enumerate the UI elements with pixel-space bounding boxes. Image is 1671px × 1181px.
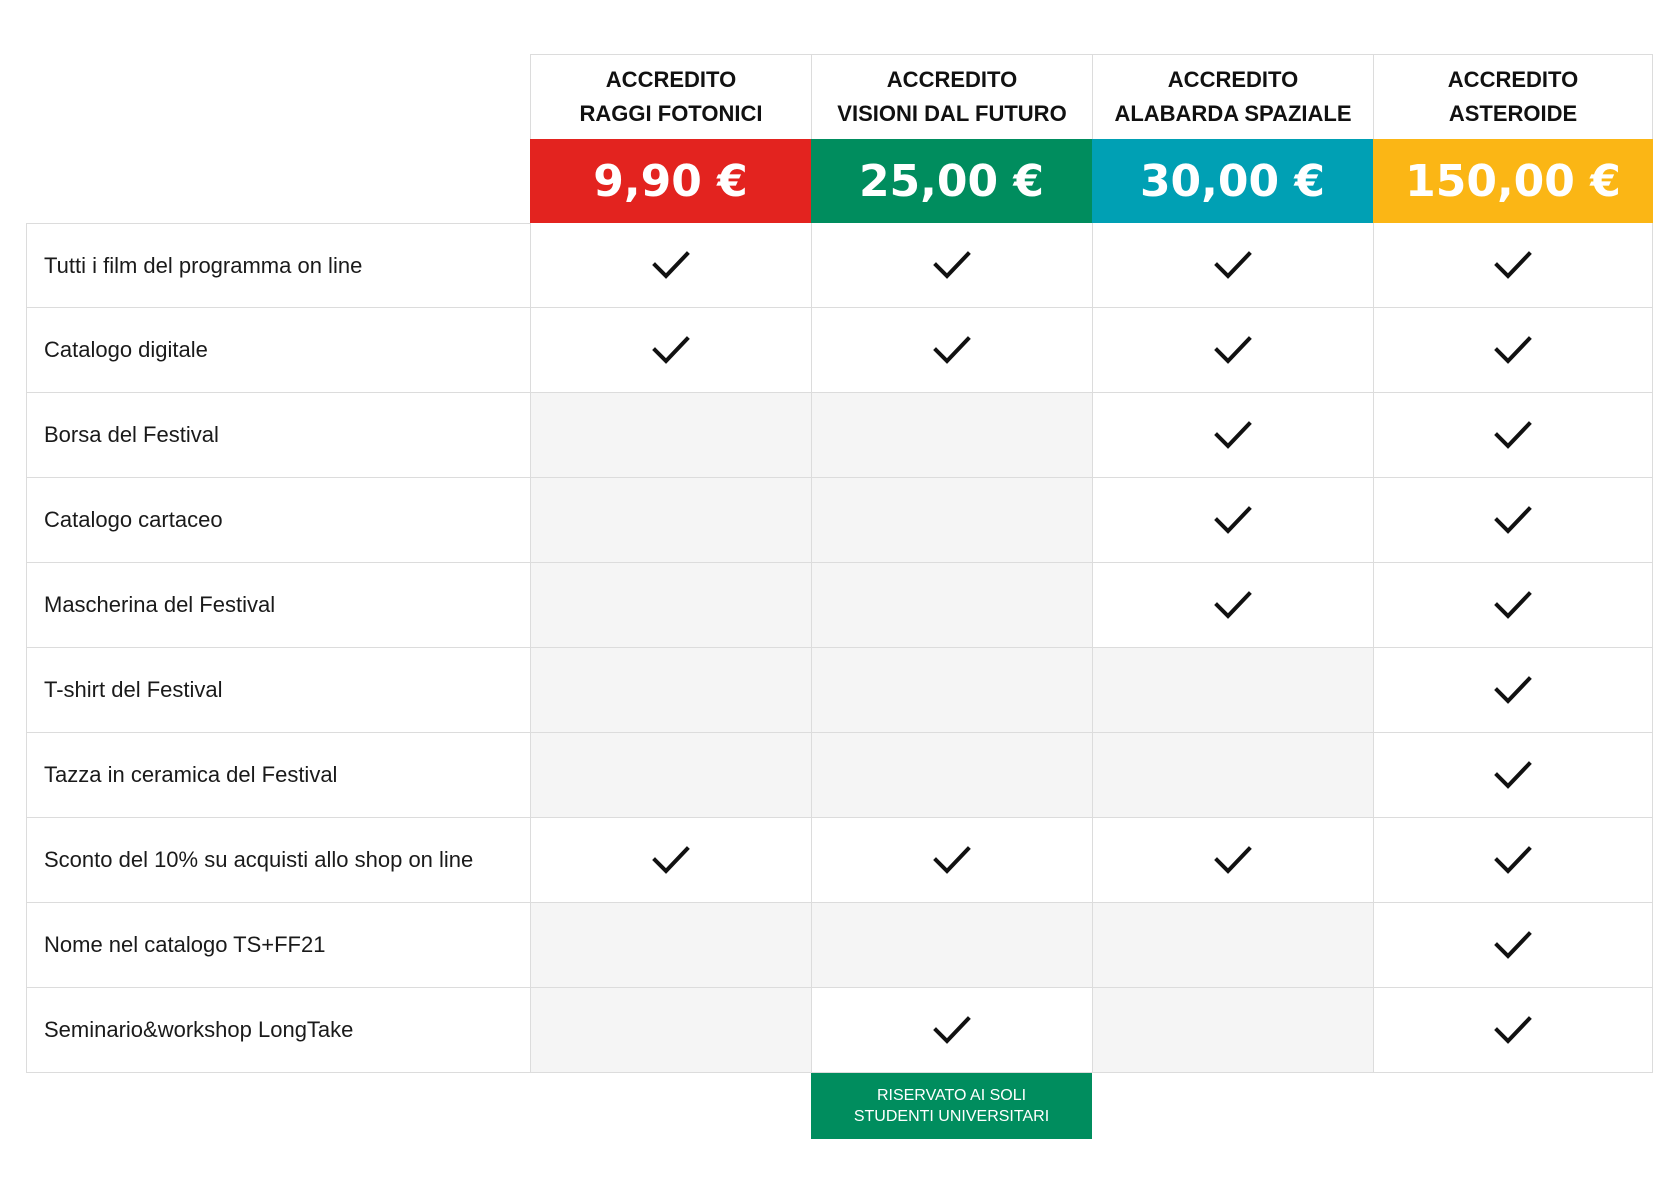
feature-cell-included xyxy=(530,818,811,903)
check-icon xyxy=(932,335,972,365)
feature-label: T-shirt del Festival xyxy=(26,648,530,733)
feature-cell-empty xyxy=(530,988,811,1073)
feature-label: Catalogo digitale xyxy=(26,308,530,393)
check-icon xyxy=(1493,760,1533,790)
feature-cell-included xyxy=(1373,308,1653,393)
feature-cell-empty xyxy=(530,733,811,818)
plan-price: 150,00 € xyxy=(1373,139,1653,223)
note-spacer xyxy=(26,1073,530,1139)
plan-title-line1: ACCREDITO xyxy=(1167,67,1299,92)
feature-label: Sconto del 10% su acquisti allo shop on line xyxy=(26,818,530,903)
feature-cell-empty xyxy=(530,648,811,733)
plan-title-line1: ACCREDITO xyxy=(886,67,1018,92)
check-icon xyxy=(1213,335,1253,365)
check-icon xyxy=(651,845,691,875)
plan-price: 30,00 € xyxy=(1092,139,1373,223)
feature-cell-empty xyxy=(1092,733,1373,818)
check-icon xyxy=(1493,420,1533,450)
check-icon xyxy=(1493,505,1533,535)
feature-cell-empty xyxy=(530,903,811,988)
check-icon xyxy=(1213,845,1253,875)
check-icon xyxy=(1493,930,1533,960)
note-line2: STUDENTI UNIVERSITARI xyxy=(853,1108,1050,1125)
feature-label: Tutti i film del programma on line xyxy=(26,223,530,308)
feature-cell-included xyxy=(1092,818,1373,903)
check-icon xyxy=(1493,335,1533,365)
plan-title-line2: ASTEROIDE xyxy=(1448,101,1578,126)
feature-cell-included xyxy=(1373,223,1653,308)
feature-cell-included xyxy=(1373,988,1653,1073)
plan-header xyxy=(811,54,1092,139)
feature-cell-empty xyxy=(811,733,1092,818)
note-line1: RISERVATO AI SOLI xyxy=(876,1087,1027,1104)
check-icon xyxy=(651,250,691,280)
plan-header xyxy=(1373,54,1653,139)
students-only-note xyxy=(811,1073,1092,1139)
feature-label: Seminario&workshop LongTake xyxy=(26,988,530,1073)
plan-title-line1: ACCREDITO xyxy=(605,67,737,92)
feature-cell-included xyxy=(1373,818,1653,903)
feature-cell-empty xyxy=(1092,903,1373,988)
feature-label: Borsa del Festival xyxy=(26,393,530,478)
note-spacer xyxy=(1373,1073,1653,1139)
plan-title-line2: RAGGI FOTONICI xyxy=(579,101,763,126)
plan-price: 9,90 € xyxy=(530,139,811,223)
feature-cell-included xyxy=(1092,223,1373,308)
feature-cell-included xyxy=(1092,563,1373,648)
feature-label: Catalogo cartaceo xyxy=(26,478,530,563)
check-icon xyxy=(1213,505,1253,535)
feature-cell-included xyxy=(1373,648,1653,733)
feature-cell-included xyxy=(1092,478,1373,563)
check-icon xyxy=(932,845,972,875)
feature-cell-included xyxy=(530,223,811,308)
feature-cell-included xyxy=(1373,563,1653,648)
feature-cell-empty xyxy=(811,903,1092,988)
feature-cell-empty xyxy=(811,393,1092,478)
check-icon xyxy=(932,250,972,280)
feature-cell-empty xyxy=(530,478,811,563)
check-icon xyxy=(1493,845,1533,875)
plan-title-line1: ACCREDITO xyxy=(1447,67,1579,92)
feature-cell-included xyxy=(1373,393,1653,478)
feature-cell-included xyxy=(1092,308,1373,393)
feature-cell-included xyxy=(1373,903,1653,988)
feature-cell-empty xyxy=(1092,988,1373,1073)
check-icon xyxy=(1213,250,1253,280)
check-icon xyxy=(1213,590,1253,620)
check-icon xyxy=(932,1015,972,1045)
check-icon xyxy=(651,335,691,365)
plan-header xyxy=(1092,54,1373,139)
feature-cell-included xyxy=(811,223,1092,308)
feature-cell-empty xyxy=(530,393,811,478)
check-icon xyxy=(1493,1015,1533,1045)
feature-cell-empty xyxy=(811,478,1092,563)
feature-cell-included xyxy=(1373,478,1653,563)
plan-header xyxy=(530,54,811,139)
plan-title-line2: VISIONI DAL FUTURO xyxy=(837,101,1067,126)
feature-cell-included xyxy=(1092,393,1373,478)
check-icon xyxy=(1213,420,1253,450)
feature-cell-included xyxy=(811,988,1092,1073)
feature-label: Nome nel catalogo TS+FF21 xyxy=(26,903,530,988)
note-spacer xyxy=(530,1073,811,1139)
feature-cell-empty xyxy=(811,648,1092,733)
price-row-spacer xyxy=(26,139,530,223)
check-icon xyxy=(1493,250,1533,280)
feature-cell-included xyxy=(1373,733,1653,818)
feature-cell-included xyxy=(811,818,1092,903)
note-spacer xyxy=(1092,1073,1373,1139)
plan-title-line2: ALABARDA SPAZIALE xyxy=(1114,101,1352,126)
comparison-table xyxy=(26,54,1653,1139)
feature-cell-included xyxy=(811,308,1092,393)
plan-price: 25,00 € xyxy=(811,139,1092,223)
feature-cell-empty xyxy=(530,563,811,648)
feature-label: Tazza in ceramica del Festival xyxy=(26,733,530,818)
feature-label: Mascherina del Festival xyxy=(26,563,530,648)
feature-cell-empty xyxy=(811,563,1092,648)
check-icon xyxy=(1493,590,1533,620)
check-icon xyxy=(1493,675,1533,705)
feature-cell-empty xyxy=(1092,648,1373,733)
feature-cell-included xyxy=(530,308,811,393)
table-corner xyxy=(26,54,530,139)
